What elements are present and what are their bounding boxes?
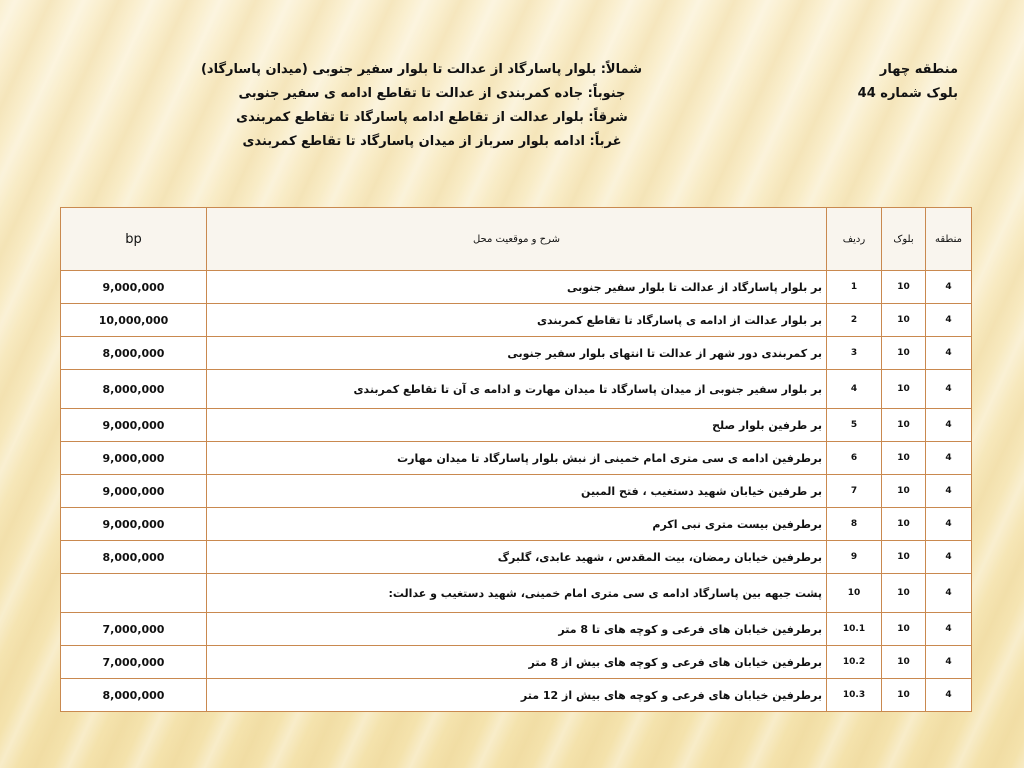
table-row: [61, 442, 972, 475]
cell-row-number: 4: [827, 370, 882, 409]
table-row: [61, 409, 972, 442]
table-row: [61, 508, 972, 541]
cell-row-number: 10.1: [827, 613, 882, 646]
cell-description: برطرفین خیابان های فرعی و کوچه های بیش از 12 متر: [207, 679, 827, 712]
header-block: بلوک: [882, 208, 926, 271]
slide-header: [0, 58, 1024, 158]
cell-row-number: 3: [827, 337, 882, 370]
table-row: [61, 646, 972, 679]
cell-bp: 9,000,000: [61, 442, 207, 475]
cell-bp: 9,000,000: [61, 409, 207, 442]
boundary-west: غرباً: ادامه بلوار سرباز از میدان پاسارگاد تا تقاطع کمربندی: [242, 134, 622, 149]
header-zone: منطقه: [926, 208, 972, 271]
header-description: شرح و موقعیت محل: [207, 208, 827, 271]
zone-title: منطقه چهار: [879, 62, 958, 77]
cell-block: 10: [882, 508, 926, 541]
cell-zone: 4: [926, 271, 972, 304]
cell-description: برطرفین ادامه ی سی متری امام خمینی از نبش بلوار پاسارگاد تا میدان مهارت: [207, 442, 827, 475]
cell-zone: 4: [926, 646, 972, 679]
cell-zone: 4: [926, 442, 972, 475]
block-number: بلوک شماره 44: [857, 86, 958, 101]
cell-zone: 4: [926, 679, 972, 712]
cell-bp: 9,000,000: [61, 271, 207, 304]
cell-description: بر بلوار سفیر جنوبی از میدان پاسارگاد تا میدان مهارت و ادامه ی آن تا تقاطع کمربندی: [207, 370, 827, 409]
table-row: [61, 613, 972, 646]
boundary-south: جنوباً: جاده کمربندی از عدالت تا تقاطع ادامه ی سفیر جنوبی: [238, 86, 626, 101]
cell-block: 10: [882, 409, 926, 442]
cell-zone: 4: [926, 370, 972, 409]
cell-description: بر بلوار پاسارگاد از عدالت تا بلوار سفیر جنوبی: [207, 271, 827, 304]
table-row: [61, 370, 972, 409]
header-bp: bp: [61, 208, 207, 271]
cell-row-number: 5: [827, 409, 882, 442]
cell-description: برطرفین خیابان های فرعی و کوچه های تا 8 متر: [207, 613, 827, 646]
cell-bp: 8,000,000: [61, 541, 207, 574]
cell-block: 10: [882, 370, 926, 409]
cell-row-number: 7: [827, 475, 882, 508]
cell-bp: 9,000,000: [61, 475, 207, 508]
cell-zone: 4: [926, 574, 972, 613]
cell-bp: 8,000,000: [61, 679, 207, 712]
cell-zone: 4: [926, 475, 972, 508]
cell-row-number: 10.2: [827, 646, 882, 679]
cell-block: 10: [882, 442, 926, 475]
cell-block: 10: [882, 646, 926, 679]
cell-block: 10: [882, 613, 926, 646]
cell-bp: 7,000,000: [61, 613, 207, 646]
cell-description: پشت جبهه بین پاسارگاد ادامه ی سی متری امام خمینی، شهید دستغیب و عدالت:: [207, 574, 827, 613]
cell-description: بر طرفین بلوار صلح: [207, 409, 827, 442]
table-row: [61, 304, 972, 337]
price-table-container: [60, 207, 971, 712]
table-row: [61, 475, 972, 508]
cell-bp: 8,000,000: [61, 370, 207, 409]
boundary-east: شرقاً: بلوار عدالت از تقاطع ادامه پاسارگاد تا تقاطع کمربندی: [236, 110, 628, 125]
cell-row-number: 10.3: [827, 679, 882, 712]
table-row: [61, 574, 972, 613]
cell-row-number: 2: [827, 304, 882, 337]
cell-row-number: 8: [827, 508, 882, 541]
cell-description: بر بلوار عدالت از ادامه ی پاسارگاد تا تقاطع کمربندی: [207, 304, 827, 337]
block-boundaries: [200, 58, 642, 154]
cell-bp: 8,000,000: [61, 337, 207, 370]
cell-bp: 7,000,000: [61, 646, 207, 679]
cell-block: 10: [882, 271, 926, 304]
cell-description: برطرفین خیابان های فرعی و کوچه های بیش از 8 متر: [207, 646, 827, 679]
zone-info: [858, 58, 958, 106]
cell-description: برطرفین بیست متری نبی اکرم: [207, 508, 827, 541]
cell-row-number: 6: [827, 442, 882, 475]
cell-description: برطرفین خیابان رمضان، بیت المقدس ، شهید عابدی، گلبرگ: [207, 541, 827, 574]
cell-block: 10: [882, 475, 926, 508]
cell-bp: 9,000,000: [61, 508, 207, 541]
cell-block: 10: [882, 679, 926, 712]
cell-zone: 4: [926, 508, 972, 541]
cell-block: 10: [882, 541, 926, 574]
boundary-north: شمالاً: بلوار پاسارگاد از عدالت تا بلوار سفیر جنوبی (میدان پاسارگاد): [200, 62, 642, 77]
table-row: [61, 337, 972, 370]
price-table: [60, 207, 972, 712]
cell-block: 10: [882, 574, 926, 613]
header-row-number: ردیف: [827, 208, 882, 271]
cell-block: 10: [882, 337, 926, 370]
table-row: [61, 679, 972, 712]
cell-block: 10: [882, 304, 926, 337]
cell-zone: 4: [926, 304, 972, 337]
cell-row-number: 10: [827, 574, 882, 613]
cell-row-number: 9: [827, 541, 882, 574]
cell-bp: 10,000,000: [61, 304, 207, 337]
cell-row-number: 1: [827, 271, 882, 304]
table-row: [61, 271, 972, 304]
cell-zone: 4: [926, 541, 972, 574]
cell-description: بر کمربندی دور شهر از عدالت تا انتهای بلوار سفیر جنوبی: [207, 337, 827, 370]
cell-bp: [61, 574, 207, 613]
cell-zone: 4: [926, 409, 972, 442]
table-row: [61, 541, 972, 574]
cell-zone: 4: [926, 613, 972, 646]
cell-zone: 4: [926, 337, 972, 370]
cell-description: بر طرفین خیابان شهید دستغیب ، فتح المبین: [207, 475, 827, 508]
table-header-row: [61, 208, 972, 271]
